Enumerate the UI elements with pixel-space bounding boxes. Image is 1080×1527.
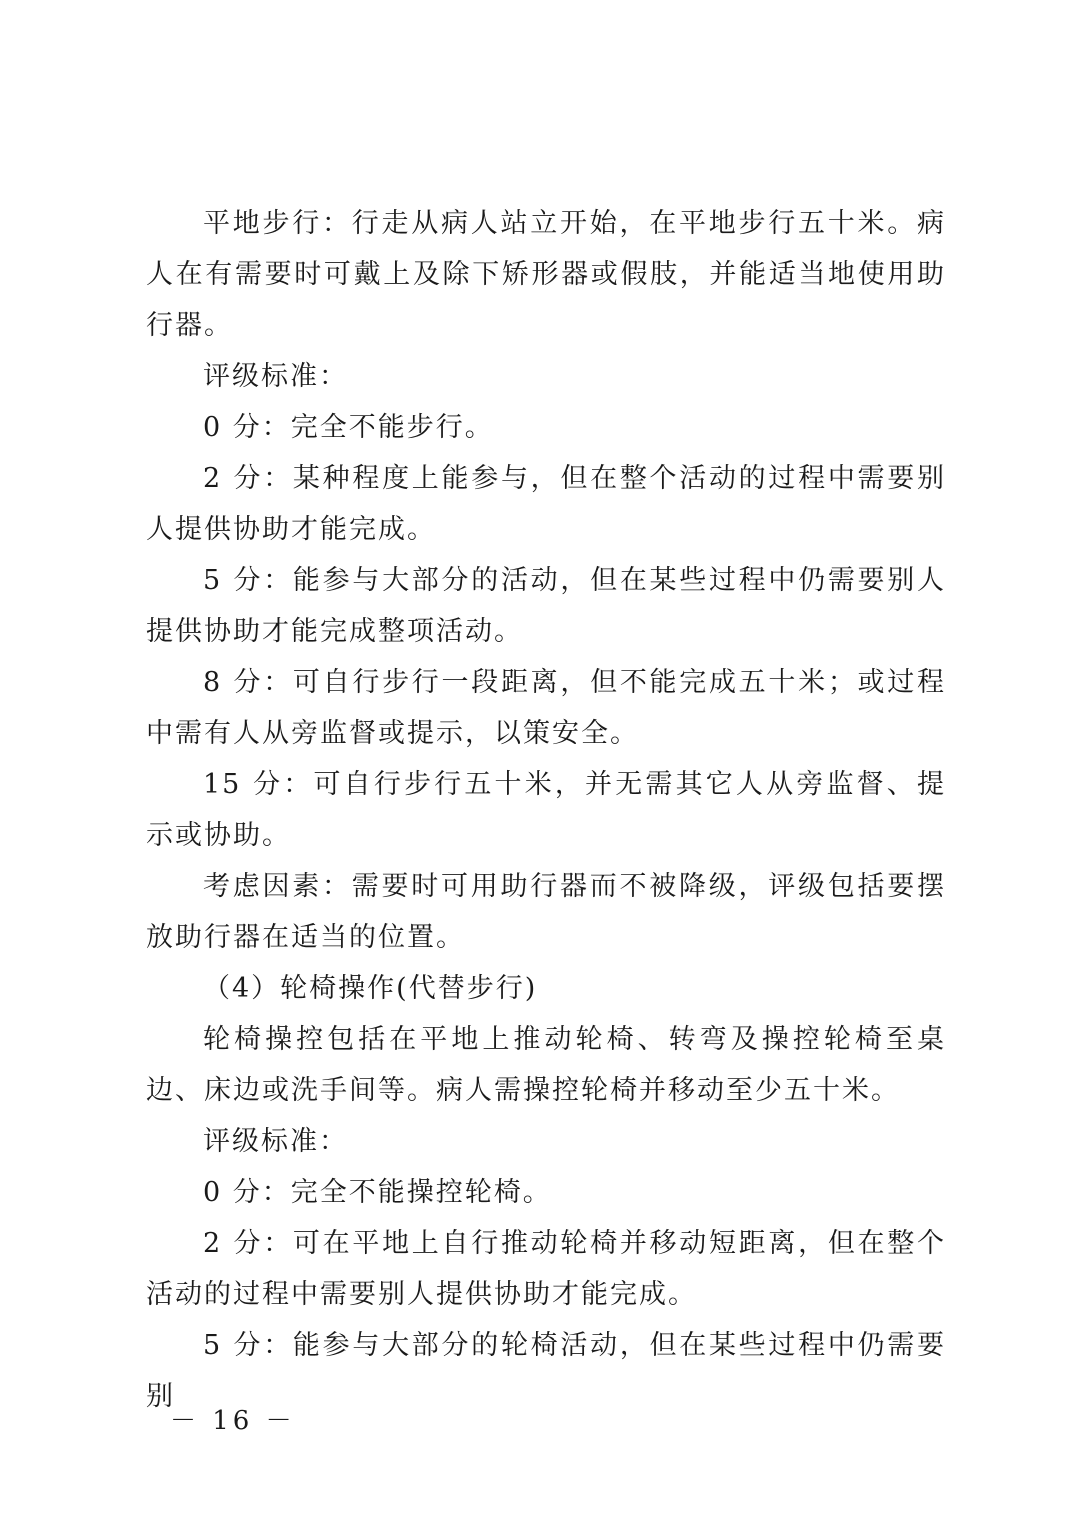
paragraph-score-15: 15 分：可自行步行五十米，并无需其它人从旁监督、提示或协助。 — [146, 769, 946, 851]
paragraph-score-5: 5 分：能参与大部分的活动，但在某些过程中仍需要别人提供协助才能完成整项活动。 — [146, 565, 946, 647]
paragraph-grading-standard: 评级标准： — [203, 361, 348, 392]
paragraph-wheelchair-score-5: 5 分：能参与大部分的轮椅活动，但在某些过程中仍需要别 — [146, 1330, 946, 1412]
paragraph-considerations: 考虑因素：需要时可用助行器而不被降级，评级包括要摆放助行器在适当的位置。 — [146, 871, 946, 953]
paragraph-wheelchair-definition: 轮椅操控包括在平地上推动轮椅、转弯及操控轮椅至桌边、床边或洗手间等。病人需操控轮椅并移动至少五十米。 — [146, 1024, 946, 1106]
paragraph-score-8: 8 分：可自行步行一段距离，但不能完成五十米；或过程中需有人从旁监督或提示，以策安全。 — [146, 667, 946, 749]
paragraph-wheelchair-grading-standard: 评级标准： — [203, 1126, 348, 1157]
page-number: － 16 － — [170, 1406, 296, 1436]
paragraph-score-0: 0 分：完全不能步行。 — [203, 412, 494, 443]
paragraph-wheelchair-score-2: 2 分：可在平地上自行推动轮椅并移动短距离，但在整个活动的过程中需要别人提供协助才能完成。 — [146, 1228, 946, 1310]
paragraph-wheelchair-score-0: 0 分：完全不能操控轮椅。 — [203, 1177, 552, 1208]
paragraph-score-2: 2 分：某种程度上能参与，但在整个活动的过程中需要别人提供协助才能完成。 — [146, 463, 946, 545]
document-body — [146, 198, 946, 1422]
paragraph-walking-definition: 平地步行：行走从病人站立开始，在平地步行五十米。病人在有需要时可戴上及除下矫形器或假肢，并能适当地使用助行器。 — [146, 208, 946, 341]
section-heading-wheelchair: （4）轮椅操作(代替步行) — [203, 973, 538, 1004]
